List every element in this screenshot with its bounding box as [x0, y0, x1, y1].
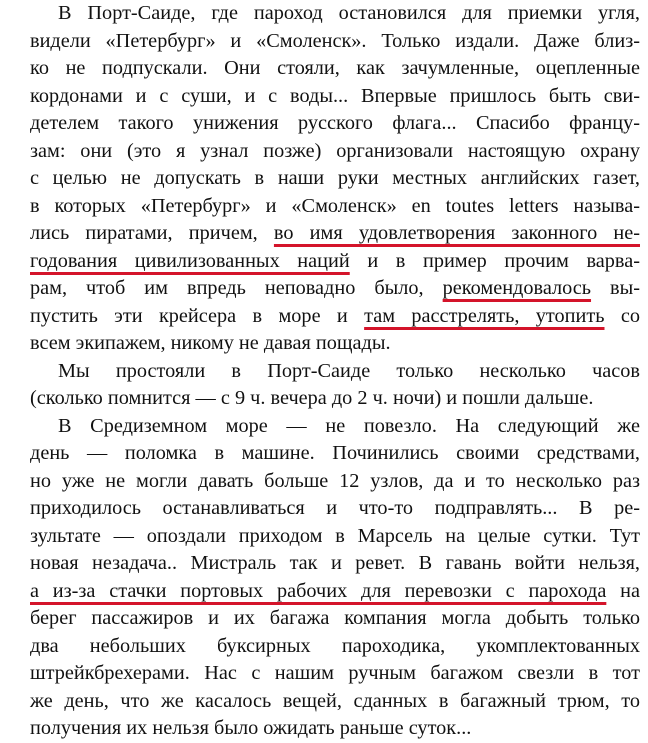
text-line: [30, 220, 640, 248]
text-line: [30, 275, 640, 303]
text-line: приходилось останавливаться и что-то подправлять... В ре-: [30, 497, 640, 519]
text-line: В Порт-Саиде, где пароход остановился для приемки угля,: [58, 2, 640, 24]
highlighted-phrase: рекомендовалось: [442, 277, 592, 299]
paragraph-departure: [30, 358, 640, 413]
text-line: с целью не допускать в наши руки местных английских газет,: [30, 167, 640, 189]
highlighted-phrase: во имя удовлетворения законного не-: [273, 222, 640, 244]
paragraph-mediterranean: [30, 413, 640, 743]
text-run: пустить эти крейсера в море и: [30, 304, 365, 327]
text-line: видели «Петербург» и «Смоленск». Только издали. Даже близ-: [30, 29, 640, 52]
highlighted-phrase: а из-за стачки портовых рабочих для перевозки с парохода: [30, 579, 607, 602]
text-line: штрейкбрехерами. Нас с нашим ручным багажом свезли в тот: [30, 662, 640, 684]
text-line: же день, что же касалось вещей, сданных в багажный трюм, то: [30, 689, 640, 712]
text-line: зультате — опоздали приходом в Марсель на целые сутки. Тут: [30, 524, 640, 547]
text-line: кордонами и с суши, и с воды... Впервые пришлось быть сви-: [30, 84, 640, 107]
text-run: лись пиратами, причем,: [30, 222, 274, 244]
page-text: [30, 0, 640, 743]
text-line: ко не подпускали. Они стояли, как зачумленные, оцепленные: [30, 57, 640, 79]
highlighted-phrase: годования цивилизованных наций: [30, 249, 350, 272]
text-line: [30, 248, 640, 276]
text-line: детелем такого унижения русского флага... Спасибо францу-: [30, 112, 640, 134]
text-line: (сколько помнится — с 9 ч. вечера до 2 ч. ночи) и пошли дальше.: [30, 387, 594, 409]
text-run: рам, чтоб им впредь неповадно было,: [30, 277, 443, 299]
text-line: берег пассажиров и их багажа компания могла добыть только: [30, 607, 640, 629]
text-line: в которых «Петербург» и «Смоленск» en toutes letters называ-: [30, 194, 640, 217]
text-line: [30, 303, 640, 331]
text-line: два небольших буксирных пароходика, укомплектованных: [30, 634, 640, 657]
text-run: и в пример прочим варва-: [349, 249, 640, 272]
text-line: новая незадача.. Мистраль так и ревет. В гавань войти нельзя,: [30, 552, 640, 574]
text-run: вы-: [591, 277, 640, 299]
text-line: но уже не могли давать больше 12 узлов, да и то несколько раз: [30, 469, 640, 492]
text-line: день — поломка в машине. Починились своими средствами,: [30, 442, 640, 464]
text-line: Мы простояли в Порт-Саиде только несколько часов: [58, 359, 640, 382]
text-line: всем экипажем, никому не давая пощады.: [30, 332, 391, 354]
highlighted-phrase: там расстрелять, утопить: [364, 304, 605, 327]
text-line: В Средиземном море — не повезло. На следующий же: [58, 414, 640, 437]
text-line: [30, 578, 640, 606]
text-line: получения их нельзя было ожидать раньше суток...: [30, 717, 472, 739]
text-run: со: [604, 304, 640, 327]
text-line: зам: они (это я узнал позже) организовали настоящую охрану: [30, 139, 640, 162]
paragraph-port-said: [30, 0, 640, 358]
text-run: на: [606, 579, 640, 602]
